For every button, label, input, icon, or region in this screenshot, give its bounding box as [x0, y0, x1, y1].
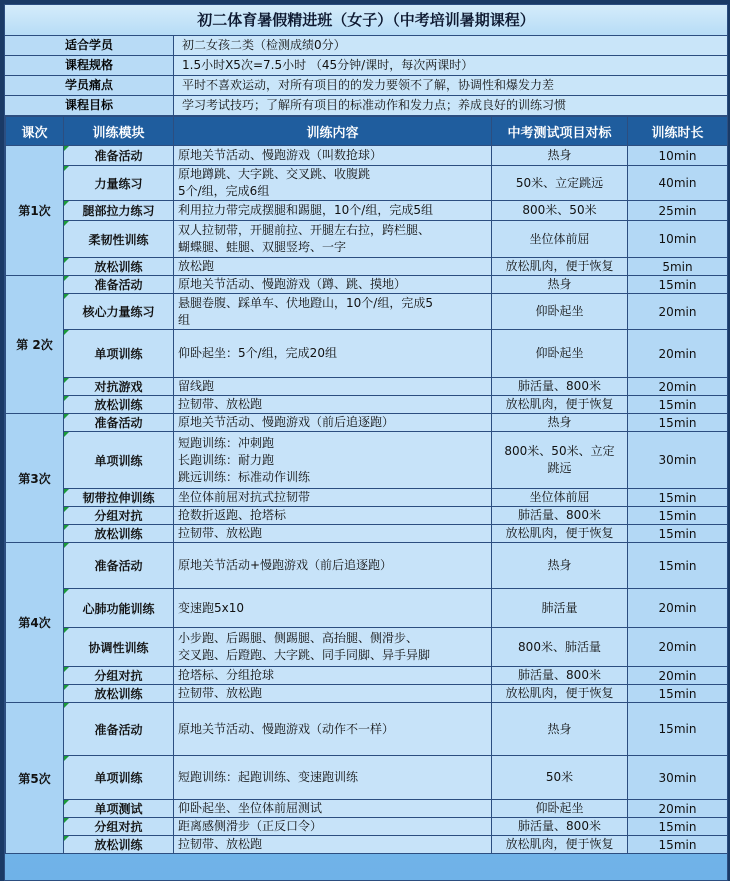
content-cell: [174, 589, 492, 628]
module-cell: [64, 818, 174, 836]
test-line: 肺活量: [541, 600, 578, 615]
table-row: [6, 628, 728, 667]
cell-comment-marker: [64, 396, 69, 401]
duration-cell: 15min: [628, 525, 728, 543]
duration-cell: 20min: [628, 800, 728, 818]
module-label: 对抗游戏: [94, 380, 143, 394]
module-cell: [64, 800, 174, 818]
module-label: 分组对抗: [94, 820, 143, 834]
test-cell: [492, 201, 628, 221]
test-cell: [492, 432, 628, 489]
module-cell: [64, 628, 174, 667]
cell-comment-marker: [64, 818, 69, 823]
test-line: 放松肌肉，便于恢复: [505, 686, 614, 700]
cell-comment-marker: [64, 432, 69, 437]
module-cell: [64, 432, 174, 489]
module-cell: [64, 276, 174, 294]
module-label: 准备活动: [94, 149, 143, 163]
content-line: 放松跑: [178, 259, 215, 273]
content-line: 仰卧起坐、坐位体前屈测试: [178, 801, 323, 815]
session-cell: 第1次: [6, 146, 64, 276]
module-cell: [64, 756, 174, 800]
duration-cell: 20min: [628, 589, 728, 628]
test-line: 仰卧起坐: [535, 801, 584, 815]
cell-comment-marker: [64, 489, 69, 494]
duration-cell: 15min: [628, 396, 728, 414]
table-row: [6, 146, 728, 166]
table-row: [6, 543, 728, 589]
test-line: 热身: [547, 558, 572, 572]
table-row: [6, 276, 728, 294]
test-line: 仰卧起坐: [535, 346, 584, 360]
cell-comment-marker: [64, 756, 69, 761]
content-line: 悬腿卷腹、踩单车、伏地蹬山，10个/组，完成5: [178, 295, 433, 310]
module-label: 准备活动: [94, 278, 143, 292]
module-cell: [64, 836, 174, 854]
duration-cell: 15min: [628, 703, 728, 756]
table-row: [6, 396, 728, 414]
module-label: 放松训练: [94, 838, 143, 852]
test-cell: [492, 628, 628, 667]
table-row: [6, 525, 728, 543]
header-duration: 训练时长: [628, 117, 728, 146]
test-cell: [492, 258, 628, 276]
content-cell: [174, 507, 492, 525]
duration-cell: 15min: [628, 818, 728, 836]
module-cell: [64, 667, 174, 685]
content-cell: [174, 489, 492, 507]
table-row: [6, 330, 728, 378]
test-line: 肺活量、800米: [518, 508, 601, 522]
info-row-suitable: [5, 36, 727, 56]
test-line: 热身: [547, 415, 572, 429]
content-line: 原地关节活动、慢跑游戏（前后追逐跑）: [178, 415, 395, 429]
test-cell: [492, 489, 628, 507]
duration-cell: 20min: [628, 294, 728, 330]
test-cell: [492, 396, 628, 414]
test-line: 放松肌肉，便于恢复: [505, 259, 614, 273]
content-line: 组: [178, 312, 191, 327]
module-cell: [64, 489, 174, 507]
table-row: [6, 489, 728, 507]
cell-comment-marker: [64, 276, 69, 281]
info-label: 课程目标: [5, 96, 174, 115]
module-cell: [64, 589, 174, 628]
cell-comment-marker: [64, 166, 69, 171]
module-cell: [64, 525, 174, 543]
module-label: 柔韧性训练: [88, 232, 149, 247]
duration-cell: 30min: [628, 756, 728, 800]
cell-comment-marker: [64, 414, 69, 419]
cell-comment-marker: [64, 330, 69, 335]
test-line: 坐位体前屈: [529, 231, 590, 246]
header-test: 中考测试项目对标: [492, 117, 628, 146]
content-cell: [174, 703, 492, 756]
test-cell: [492, 294, 628, 330]
module-label: 韧带拉伸训练: [82, 491, 155, 505]
content-cell: [174, 201, 492, 221]
duration-cell: 20min: [628, 378, 728, 396]
content-line: 距离感侧滑步（正反口令）: [178, 819, 323, 833]
content-cell: [174, 836, 492, 854]
table-row: [6, 201, 728, 221]
test-cell: [492, 685, 628, 703]
table-row: [6, 378, 728, 396]
module-label: 放松训练: [94, 398, 143, 412]
cell-comment-marker: [64, 628, 69, 633]
module-cell: [64, 703, 174, 756]
content-line: 原地关节活动、慢跑游戏（动作不一样）: [178, 721, 395, 736]
content-line: 留线跑: [178, 379, 215, 393]
test-line: 肺活量、800米: [518, 668, 601, 682]
table-row: [6, 703, 728, 756]
content-cell: [174, 258, 492, 276]
module-label: 单项测试: [94, 802, 143, 816]
table-row: [6, 258, 728, 276]
table-row: [6, 507, 728, 525]
content-cell: [174, 818, 492, 836]
module-label: 心肺功能训练: [82, 601, 155, 616]
module-label: 放松训练: [94, 687, 143, 701]
content-line: 原地关节活动+慢跑游戏（前后追逐跑）: [178, 558, 393, 572]
module-label: 协调性训练: [88, 640, 149, 655]
cell-comment-marker: [64, 201, 69, 206]
test-line: 放松肌肉，便于恢复: [505, 526, 614, 540]
content-line: 抢塔标、分组抢球: [178, 668, 275, 682]
content-cell: [174, 166, 492, 201]
module-label: 准备活动: [94, 416, 143, 430]
module-cell: [64, 258, 174, 276]
info-row-spec: [5, 56, 727, 76]
test-cell: [492, 276, 628, 294]
test-line: 跳远: [547, 461, 572, 475]
content-line: 原地蹲跳、大字跳、交叉跳、收腹跳: [178, 167, 371, 181]
content-line: 原地关节活动、慢跑游戏（叫数抢球）: [178, 148, 383, 162]
table-row: [6, 800, 728, 818]
content-cell: [174, 800, 492, 818]
info-value: 平时不喜欢运动，对所有项目的的发力要领不了解，协调性和爆发力差: [174, 76, 727, 95]
content-line: 长跑训练：耐力跑: [178, 452, 275, 467]
cell-comment-marker: [64, 685, 69, 690]
content-line: 原地关节活动、慢跑游戏（蹲、跳、摸地）: [178, 277, 407, 291]
content-line: 变速跑5x10: [178, 600, 245, 615]
cell-comment-marker: [64, 146, 69, 151]
content-cell: [174, 378, 492, 396]
content-line: 5个/组，完成6组: [178, 184, 270, 198]
test-cell: [492, 818, 628, 836]
content-cell: [174, 146, 492, 166]
info-row-painpoint: [5, 76, 727, 96]
table-body: [6, 146, 728, 854]
table-row: [6, 589, 728, 628]
cell-comment-marker: [64, 294, 69, 299]
table-row: [6, 432, 728, 489]
header-content: 训练内容: [174, 117, 492, 146]
test-cell: [492, 378, 628, 396]
table-header-row: [6, 117, 728, 146]
module-label: 单项训练: [94, 771, 143, 785]
content-cell: [174, 667, 492, 685]
test-line: 肺活量、800米: [518, 819, 601, 833]
duration-cell: 5min: [628, 258, 728, 276]
content-cell: [174, 396, 492, 414]
test-line: 肺活量、800米: [518, 379, 601, 393]
content-line: 拉韧带、放松跑: [178, 397, 263, 411]
duration-cell: 20min: [628, 628, 728, 667]
header-session: 课次: [6, 117, 64, 146]
content-line: 利用拉力带完成摆腿和踢腿，10个/组，完成5组: [178, 203, 433, 217]
content-line: 跳远训练：标准动作训练: [178, 469, 311, 484]
content-cell: [174, 330, 492, 378]
test-cell: [492, 589, 628, 628]
session-cell: 第 2次: [6, 276, 64, 414]
content-line: 仰卧起坐：5个/组，完成20组: [178, 346, 337, 360]
module-cell: [64, 330, 174, 378]
content-cell: [174, 276, 492, 294]
cell-comment-marker: [64, 800, 69, 805]
content-line: 抢数折返跑、抢塔标: [178, 508, 287, 522]
module-label: 力量练习: [94, 176, 143, 191]
content-line: 小步跑、后踢腿、侧踢腿、高抬腿、侧滑步、: [178, 631, 419, 645]
content-line: 交叉跑、后蹬跑、大字跳、同手同脚、异手异脚: [178, 648, 431, 662]
content-cell: [174, 685, 492, 703]
table-row: [6, 667, 728, 685]
content-cell: [174, 414, 492, 432]
module-label: 核心力量练习: [82, 305, 155, 319]
test-cell: [492, 221, 628, 258]
page-title: 初二体育暑假精进班（女子）（中考培训暑期课程）: [5, 5, 727, 36]
test-line: 热身: [547, 148, 572, 162]
duration-cell: 15min: [628, 507, 728, 525]
table-row: [6, 756, 728, 800]
module-cell: [64, 396, 174, 414]
module-label: 准备活动: [94, 559, 143, 573]
test-cell: [492, 507, 628, 525]
module-cell: [64, 378, 174, 396]
module-cell: [64, 507, 174, 525]
module-label: 放松训练: [94, 527, 143, 541]
duration-cell: 15min: [628, 414, 728, 432]
duration-cell: 15min: [628, 543, 728, 589]
content-line: 拉韧带、放松跑: [178, 686, 263, 700]
test-cell: [492, 525, 628, 543]
content-cell: [174, 432, 492, 489]
duration-cell: 20min: [628, 667, 728, 685]
duration-cell: 20min: [628, 330, 728, 378]
cell-comment-marker: [64, 667, 69, 672]
test-line: 50米、立定跳远: [515, 175, 604, 190]
info-value: 学习考试技巧；了解所有项目的标准动作和发力点；养成良好的训练习惯: [174, 96, 727, 115]
course-sheet: [4, 4, 728, 881]
test-line: 800米、50米: [522, 203, 597, 217]
table-row: [6, 414, 728, 432]
module-cell: [64, 166, 174, 201]
session-cell: 第3次: [6, 414, 64, 543]
info-label: 学员痛点: [5, 76, 174, 95]
module-cell: [64, 294, 174, 330]
duration-cell: 25min: [628, 201, 728, 221]
test-line: 仰卧起坐: [535, 304, 584, 318]
module-label: 分组对抗: [94, 669, 143, 683]
table-row: [6, 685, 728, 703]
test-line: 坐位体前屈: [529, 490, 590, 504]
test-line: 放松肌肉，便于恢复: [505, 397, 614, 411]
duration-cell: 30min: [628, 432, 728, 489]
test-line: 放松肌肉，便于恢复: [505, 837, 614, 851]
content-line: 双人拉韧带，开腿前拉、开腿左右拉，跨栏腿、: [178, 223, 431, 237]
module-label: 腿部拉力练习: [82, 204, 155, 218]
test-line: 50米: [545, 770, 574, 784]
module-cell: [64, 414, 174, 432]
content-line: 拉韧带、放松跑: [178, 526, 263, 540]
test-cell: [492, 330, 628, 378]
test-line: 热身: [547, 277, 572, 291]
content-cell: [174, 221, 492, 258]
test-cell: [492, 667, 628, 685]
module-label: 单项训练: [94, 453, 143, 468]
session-cell: 第4次: [6, 543, 64, 703]
cell-comment-marker: [64, 258, 69, 263]
cell-comment-marker: [64, 589, 69, 594]
cell-comment-marker: [64, 703, 69, 708]
duration-cell: 15min: [628, 276, 728, 294]
info-row-goal: [5, 96, 727, 116]
cell-comment-marker: [64, 221, 69, 226]
info-label: 适合学员: [5, 36, 174, 55]
table-row: [6, 818, 728, 836]
info-label: 课程规格: [5, 56, 174, 75]
test-cell: [492, 800, 628, 818]
content-cell: [174, 543, 492, 589]
module-label: 准备活动: [94, 722, 143, 737]
test-cell: [492, 756, 628, 800]
session-cell: 第5次: [6, 703, 64, 854]
test-cell: [492, 836, 628, 854]
content-cell: [174, 294, 492, 330]
cell-comment-marker: [64, 543, 69, 548]
test-line: 热身: [547, 721, 572, 736]
test-line: 800米、肺活量: [518, 639, 601, 654]
table-row: [6, 221, 728, 258]
info-value: 初二女孩二类（检测成绩0分）: [174, 36, 727, 55]
content-cell: [174, 756, 492, 800]
duration-cell: 40min: [628, 166, 728, 201]
content-line: 拉韧带、放松跑: [178, 837, 263, 851]
module-cell: [64, 543, 174, 589]
content-cell: [174, 525, 492, 543]
table-row: [6, 836, 728, 854]
duration-cell: 10min: [628, 146, 728, 166]
duration-cell: 15min: [628, 685, 728, 703]
module-cell: [64, 146, 174, 166]
cell-comment-marker: [64, 507, 69, 512]
cell-comment-marker: [64, 378, 69, 383]
test-line: 800米、50米、立定: [504, 444, 615, 458]
module-label: 分组对抗: [94, 509, 143, 523]
cell-comment-marker: [64, 525, 69, 530]
table-row: [6, 166, 728, 201]
module-cell: [64, 221, 174, 258]
module-cell: [64, 685, 174, 703]
table-row: [6, 294, 728, 330]
info-block: [5, 36, 727, 116]
module-cell: [64, 201, 174, 221]
module-label: 放松训练: [94, 260, 143, 274]
cell-comment-marker: [64, 836, 69, 841]
content-cell: [174, 628, 492, 667]
content-line: 坐位体前屈对抗式拉韧带: [178, 490, 311, 504]
content-line: 短跑训练：冲刺跑: [178, 435, 275, 450]
schedule-table: [5, 116, 728, 854]
duration-cell: 10min: [628, 221, 728, 258]
test-cell: [492, 703, 628, 756]
test-cell: [492, 543, 628, 589]
duration-cell: 15min: [628, 489, 728, 507]
test-cell: [492, 166, 628, 201]
module-label: 单项训练: [94, 347, 143, 361]
test-cell: [492, 146, 628, 166]
test-cell: [492, 414, 628, 432]
content-line: 蝴蝶腿、蛙腿、双腿竖垮、一字: [178, 240, 347, 254]
content-line: 短跑训练：起跑训练、变速跑训练: [178, 770, 359, 784]
duration-cell: 15min: [628, 836, 728, 854]
info-value: 1.5小时X5次=7.5小时 （45分钟/课时，每次两课时）: [174, 56, 727, 75]
header-module: 训练模块: [64, 117, 174, 146]
